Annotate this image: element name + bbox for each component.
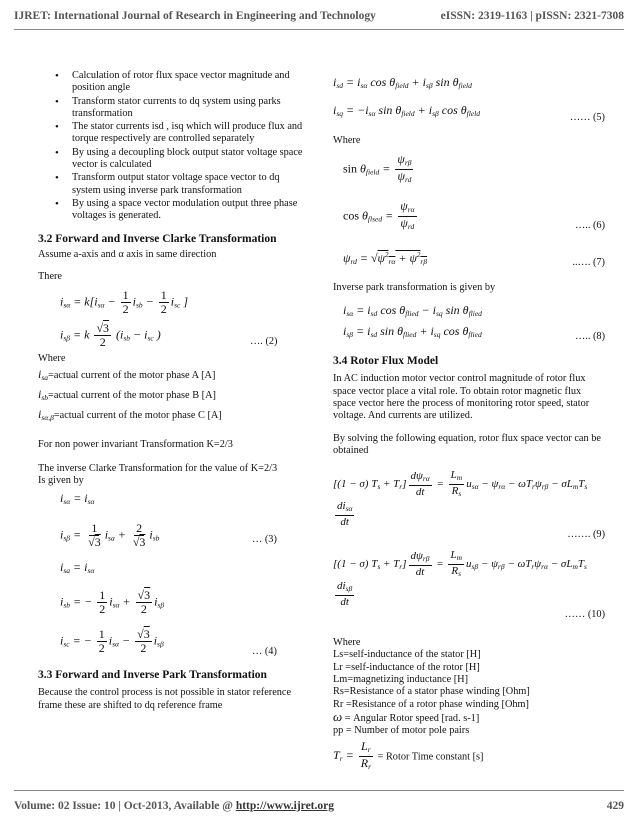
definition: Ls=self-inductance of the stator [H] — [333, 649, 481, 661]
section-heading: 3.2 Forward and Inverse Clarke Transformation — [38, 232, 277, 245]
definition: ω = Angular Rotor speed [rad. s-1] — [333, 708, 480, 724]
where-label: Where — [333, 134, 361, 146]
bullet-list — [38, 70, 310, 223]
where-label: Where — [333, 637, 361, 649]
equation-inverse-4: $i_{sb}$ = − $\frac{1}{2}$ $i_{s\alpha}$ + $\frac{√3}{2}$ $i_{s\beta}$ — [60, 588, 165, 617]
paragraph: Assume a-axis and α axis in same direction — [38, 248, 217, 260]
equation-number: …. (2) — [250, 336, 278, 348]
bullet-item: • The stator currents isd , isq which will produce flux and torque respectively are controlled separately — [72, 121, 310, 146]
footer-rule — [14, 790, 624, 791]
right-column — [333, 76, 605, 773]
equation-number: …… (5) — [569, 112, 605, 124]
equation-clarke-alpha: $i_{s\alpha} = k[i_{s\alpha}$ − $\frac{1}{2}$ $i_{sb}$ − $\frac{1}{2}$ $i_{sc}$ ] — [60, 288, 188, 317]
paragraph: Is given by — [38, 475, 84, 487]
equation-inverse-5: $i_{sc}$ = − $\frac{1}{2}$ $i_{s\alpha}$ − $\frac{√3}{2}$ $i_{s\beta}$ … (4) — [60, 628, 310, 655]
equation-clarke-beta: $i_{s\beta} = k$ $\frac{√3}{2}$ ($i_{sb} - i_{sc}$ ) …. (2) — [60, 322, 310, 349]
paragraph: By solving the following equation, rotor flux space vector can be obtained — [333, 432, 601, 456]
section-heading: 3.3 Forward and Inverse Park Transformation — [38, 669, 267, 682]
equation-number: ….. (6) — [574, 219, 605, 231]
definition-text: =actual current of the motor phase B [A] — [48, 390, 216, 402]
equation-number: ……. (9) — [567, 529, 605, 541]
equation-number-row — [333, 529, 605, 543]
equation-inverse-3: $i_{sa} = i_{s\alpha}$ — [60, 559, 95, 575]
paragraph: Inverse park transformation is given by — [333, 282, 496, 294]
running-header — [14, 10, 624, 22]
volume-text: Volume: 02 Issue: 10 | Oct-2013, Available @ — [14, 800, 236, 812]
definition: Rr =Resistance of a rotor phase winding [Ohm] — [333, 698, 529, 710]
equation-inv-park-beta: $i_{s\beta} = i_{sd}$ $\sin \theta_{flied} + i_{sq}$ $\cos \theta_{flied}$ ….. (8) — [343, 323, 605, 342]
page-number: 429 — [606, 800, 624, 812]
equation-cos-theta: $\cos \theta_{flsed}$ = $\frac{\psi_{r\alpha}}{\psi_{rd}}$ ….. (6) — [343, 198, 605, 231]
equation-number: ..…. (7) — [572, 256, 605, 268]
bullet-item: • Transform stator currents to dq system using parks transformation — [72, 96, 310, 121]
equation-number: …… (10) — [564, 609, 605, 621]
left-column — [38, 70, 310, 712]
paragraph: In AC induction motor vector control magnitude of rotor flux space vector place a vital role. To obtain rotor magnetic flux space vector here the process of monitoring rotor speed, stator voltage. And currents are utilized. — [333, 373, 590, 422]
definition-text: =actual current of the motor phase C [A] — [53, 410, 222, 422]
journal-link[interactable]: http://www.ijret.org — [235, 800, 334, 812]
paragraph: Because the control process is not possible in stator reference frame these are shifted to dq reference frame — [38, 687, 292, 711]
equation-inverse-1: $i_{s\alpha} = i_{s\alpha}$ — [60, 490, 95, 506]
equation-10: [(1 − σ) $T_s + T_r$] $\frac{d\psi_{r\beta}}{dt}$ = $\frac{L_m}{R_s}$ $u_{s\beta} - \psi_{r\beta} - \omega T_r\psi_{r\alpha} - \sigma L_mT_s$ $\frac{di_{s\beta}}{dt}$ — [333, 549, 587, 609]
equation-inv-park-alpha: $i_{s\alpha} = i_{sd}$ $\cos \theta_{flied} - i_{sq}$ $\sin \theta_{flied}$ — [343, 303, 482, 319]
bullet-item: • By using a space vector modulation output three phase voltages is generated. — [72, 198, 310, 223]
definition: Rs=Resistance of a stator phase winding [Ohm] — [333, 686, 530, 698]
where-label: Where — [38, 353, 66, 365]
definition: $i_{s\alpha,\beta}=actual$ current of the motor phase C [A] — [38, 407, 222, 423]
definition: Lm=magnetizing inductance [H] — [333, 674, 469, 686]
equation-psi-rd: $\psi_{rd} = √\psi^2_{r\alpha} + \psi^2_{r\beta}$ ..…. (7) — [343, 250, 605, 268]
bullet-item: • Calculation of rotor flux space vector magnitude and position angle — [72, 70, 310, 95]
header-rule — [14, 29, 624, 30]
equation-sin-theta: $\sin \theta_{field}$ = $\frac{\psi_{r\beta}}{\psi_{rd}}$ — [343, 151, 412, 184]
paragraph: For non power invariant Transformation K=2/3 — [38, 438, 233, 450]
equation-number-row — [333, 609, 605, 623]
equation-9: [(1 − σ) $T_s + T_r$] $\frac{d\psi_{r\alpha}}{dt}$ = $\frac{L_m}{R_s}$ $u_{s\alpha} - \psi_{r\alpha} - \omega T_r\psi_{r\beta} - \sigma L_mT_s$ $\frac{di_{s\alpha}}{dt}$ — [333, 469, 588, 529]
definition: $i_{sb}=actual$ current of the motor phase B [A] — [38, 387, 216, 403]
bullet-item: • By using a decoupling block output stator voltage space vector is calculated — [72, 147, 310, 172]
paragraph: There — [38, 271, 63, 283]
equation-number: ….. (8) — [574, 330, 605, 342]
equation-number: … (3) — [252, 533, 277, 545]
definition-text: =actual current of the motor phase A [A] — [48, 369, 216, 381]
definition-text: = Rotor Time constant [s] — [377, 750, 484, 762]
running-footer — [14, 800, 624, 812]
equation-park-q: $i_{sq} = -i_{s\alpha}$ $\sin \theta_{field} + i_{s\beta}$ $\cos \theta_{fleld}$ …… (5) — [333, 103, 605, 124]
paragraph: The inverse Clarke Transformation for the value of K=2/3 — [38, 462, 278, 474]
section-heading: 3.4 Rotor Flux Model — [333, 355, 439, 368]
definition: pp = Number of motor pole pairs — [333, 725, 470, 737]
issn: eISSN: 2319-1163 | pISSN: 2321-7308 — [440, 10, 624, 22]
equation-park-d: $i_{sd} = i_{s\alpha}$ $\cos \theta_{field} + i_{s\beta}$ $\sin \theta_{field}$ — [333, 75, 472, 90]
footer-info — [14, 800, 334, 812]
definition: Lr =self-inductance of the rotor [H] — [333, 661, 480, 673]
bullet-item: • Transform output stator voltage space vector to dq system using inverse park transformation — [72, 172, 310, 197]
definition: $i_{sa}=actual$ current of the motor phase A [A] — [38, 366, 216, 382]
equation-number: … (4) — [252, 646, 277, 658]
equation-inverse-2: $i_{s\beta}$ = $\frac{1}{√3}$ $i_{sa}$ + $\frac{2}{√3}$ $i_{sb}$ … (3) — [60, 522, 310, 549]
journal-name: IJRET: International Journal of Research in Engineering and Technology — [14, 10, 376, 22]
definition: $T_r$ = $\frac{L_r}{R_r}$ = Rotor Time constant [s] — [333, 738, 484, 771]
definition-text: = Angular Rotor speed [rad. s-1] — [342, 712, 480, 724]
